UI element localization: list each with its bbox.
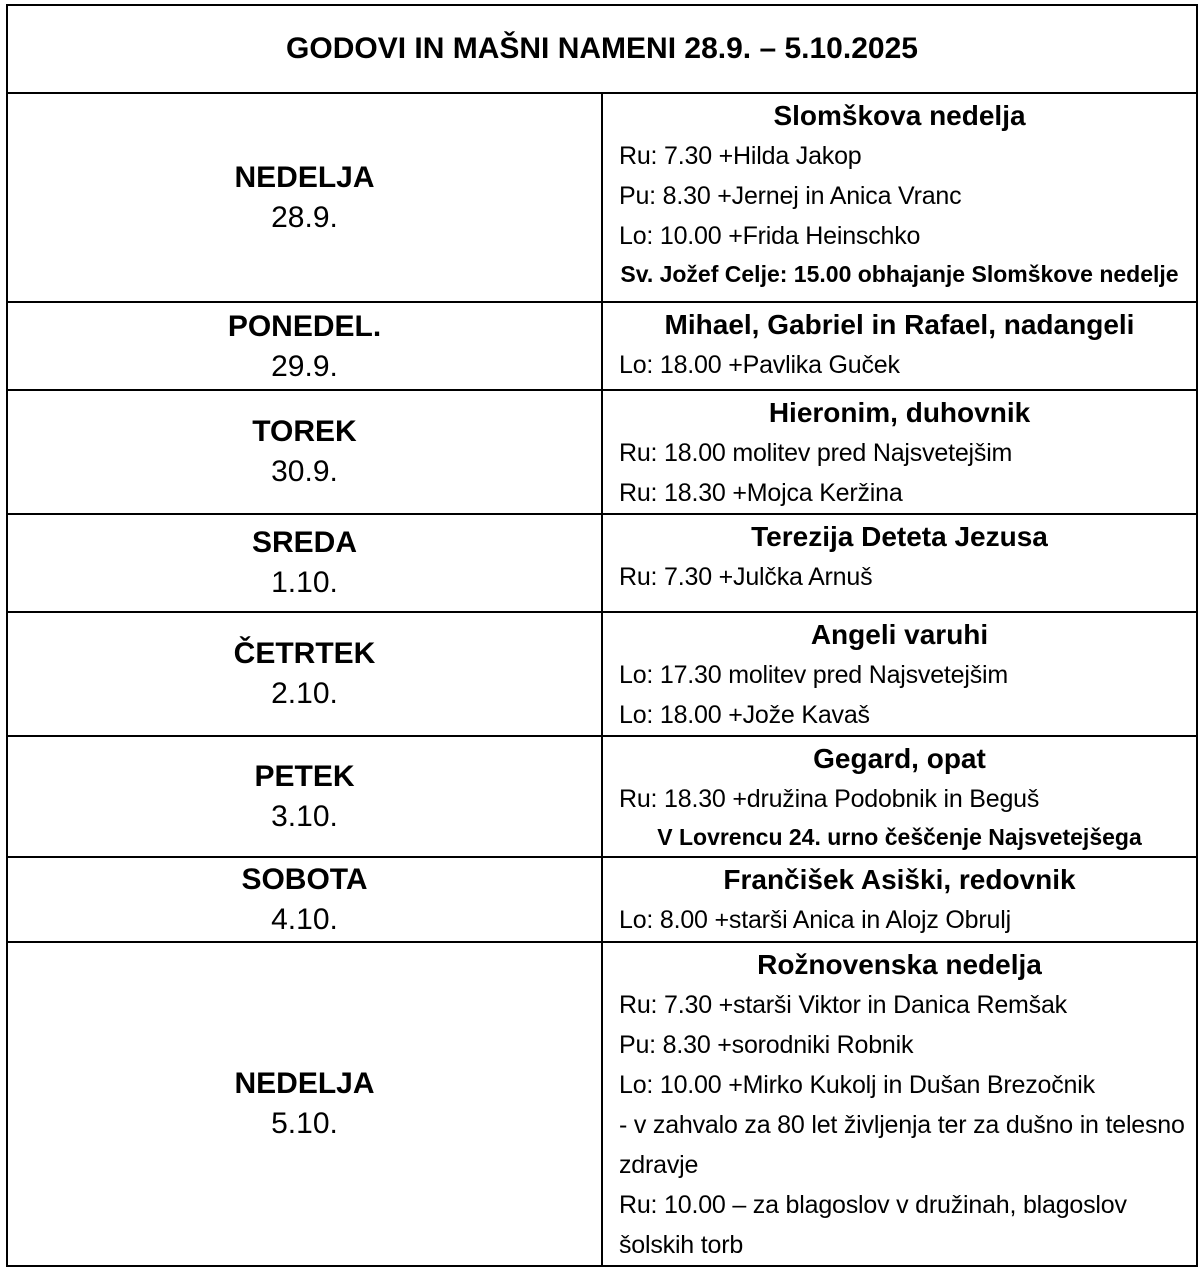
mass-intention: Lo: 10.00 +Frida Heinschko [619,222,921,250]
day-name: SREDA [251,526,357,559]
mass-intention: Lo: 18.00 +Pavlika Guček [619,351,900,379]
mass-intention: Ru: 7.30 +Hilda Jakop [619,142,862,170]
mass-intention: Ru: 7.30 +Julčka Arnuš [619,563,873,591]
day-cell [7,736,602,857]
intentions-cell [602,302,1197,390]
mass-intention: Ru: 18.30 +družina Podobnik in Beguš [619,785,1040,813]
day-date: 5.10. [271,1107,338,1140]
day-row [7,514,1197,612]
day-name: PETEK [254,759,355,793]
day-row [7,942,1197,1266]
day-row [7,612,1197,736]
day-cell [7,390,602,514]
intentions-cell [602,612,1197,736]
intentions-cell [602,857,1197,942]
day-name: NEDELJA [234,160,375,194]
day-cell [7,857,602,942]
feast-title: Mihael, Gabriel in Rafael, nadangeli [664,309,1135,340]
day-cell [7,514,602,612]
intentions-cell [602,514,1197,612]
day-date: 29.9. [271,350,338,383]
day-cell [7,302,602,390]
feast-title: Angeli varuhi [810,619,989,650]
title-row [7,5,1197,93]
mass-intention: Lo: 10.00 +Mirko Kukolj in Dušan Brezočnik [619,1071,1095,1099]
day-date: 4.10. [271,902,338,936]
mass-intention: Pu: 8.30 +Jernej in Anica Vranc [619,182,962,210]
mass-intention: Pu: 8.30 +sorodniki Robnik [619,1031,914,1059]
intentions-cell [602,390,1197,514]
day-name: PONEDEL. [227,310,382,343]
day-name: TOREK [252,415,357,448]
mass-intention: Ru: 10.00 – za blagoslov v družinah, blagoslov šolskih torb [619,1191,1127,1259]
intentions-cell [602,736,1197,857]
intentions-cell [602,93,1197,302]
intentions-cell [602,942,1197,1266]
feast-title: Terezija Deteta Jezusa [751,521,1048,552]
day-date: 30.9. [271,455,338,488]
day-row [7,390,1197,514]
schedule-table [6,4,1198,1267]
page-title: GODOVI IN MAŠNI NAMENI 28.9. – 5.10.2025 [7,5,1197,93]
day-name: SOBOTA [241,862,368,896]
feast-title: Gegard, opat [813,743,986,774]
feast-title: Frančišek Asiški, redovnik [723,864,1076,895]
day-name: NEDELJA [234,1067,375,1100]
mass-intention: Ru: 18.30 +Mojca Keržina [619,479,903,507]
feast-title: Rožnovenska nedelja [757,949,1042,980]
event-note: Sv. Jožef Celje: 15.00 obhajanje Slomškove nedelje [620,261,1179,287]
day-cell [7,612,602,736]
mass-intention: Lo: 8.00 +starši Anica in Alojz Obrulj [619,906,1011,934]
day-row [7,857,1197,942]
day-cell [7,942,602,1266]
feast-title: Slomškova nedelja [773,100,1026,131]
day-row [7,302,1197,390]
mass-intention: Lo: 18.00 +Jože Kavaš [619,701,870,729]
day-date: 1.10. [271,566,338,599]
day-cell [7,93,602,302]
mass-intention: Ru: 18.00 molitev pred Najsvetejšim [619,439,1013,467]
day-name: ČETRTEK [233,637,376,670]
event-note: V Lovrencu 24. urno češčenje Najsvetejšega [657,824,1142,850]
day-date: 3.10. [271,799,338,833]
mass-intention: Lo: 17.30 molitev pred Najsvetejšim [619,661,1009,689]
mass-intention: - v zahvalo za 80 let življenja ter za dušno in telesno zdravje [619,1111,1185,1179]
day-row [7,736,1197,857]
mass-intention: Ru: 7.30 +starši Viktor in Danica Remšak [619,991,1067,1019]
feast-title: Hieronim, duhovnik [768,397,1031,428]
day-date: 28.9. [271,200,338,234]
day-row [7,93,1197,302]
day-date: 2.10. [271,677,338,710]
